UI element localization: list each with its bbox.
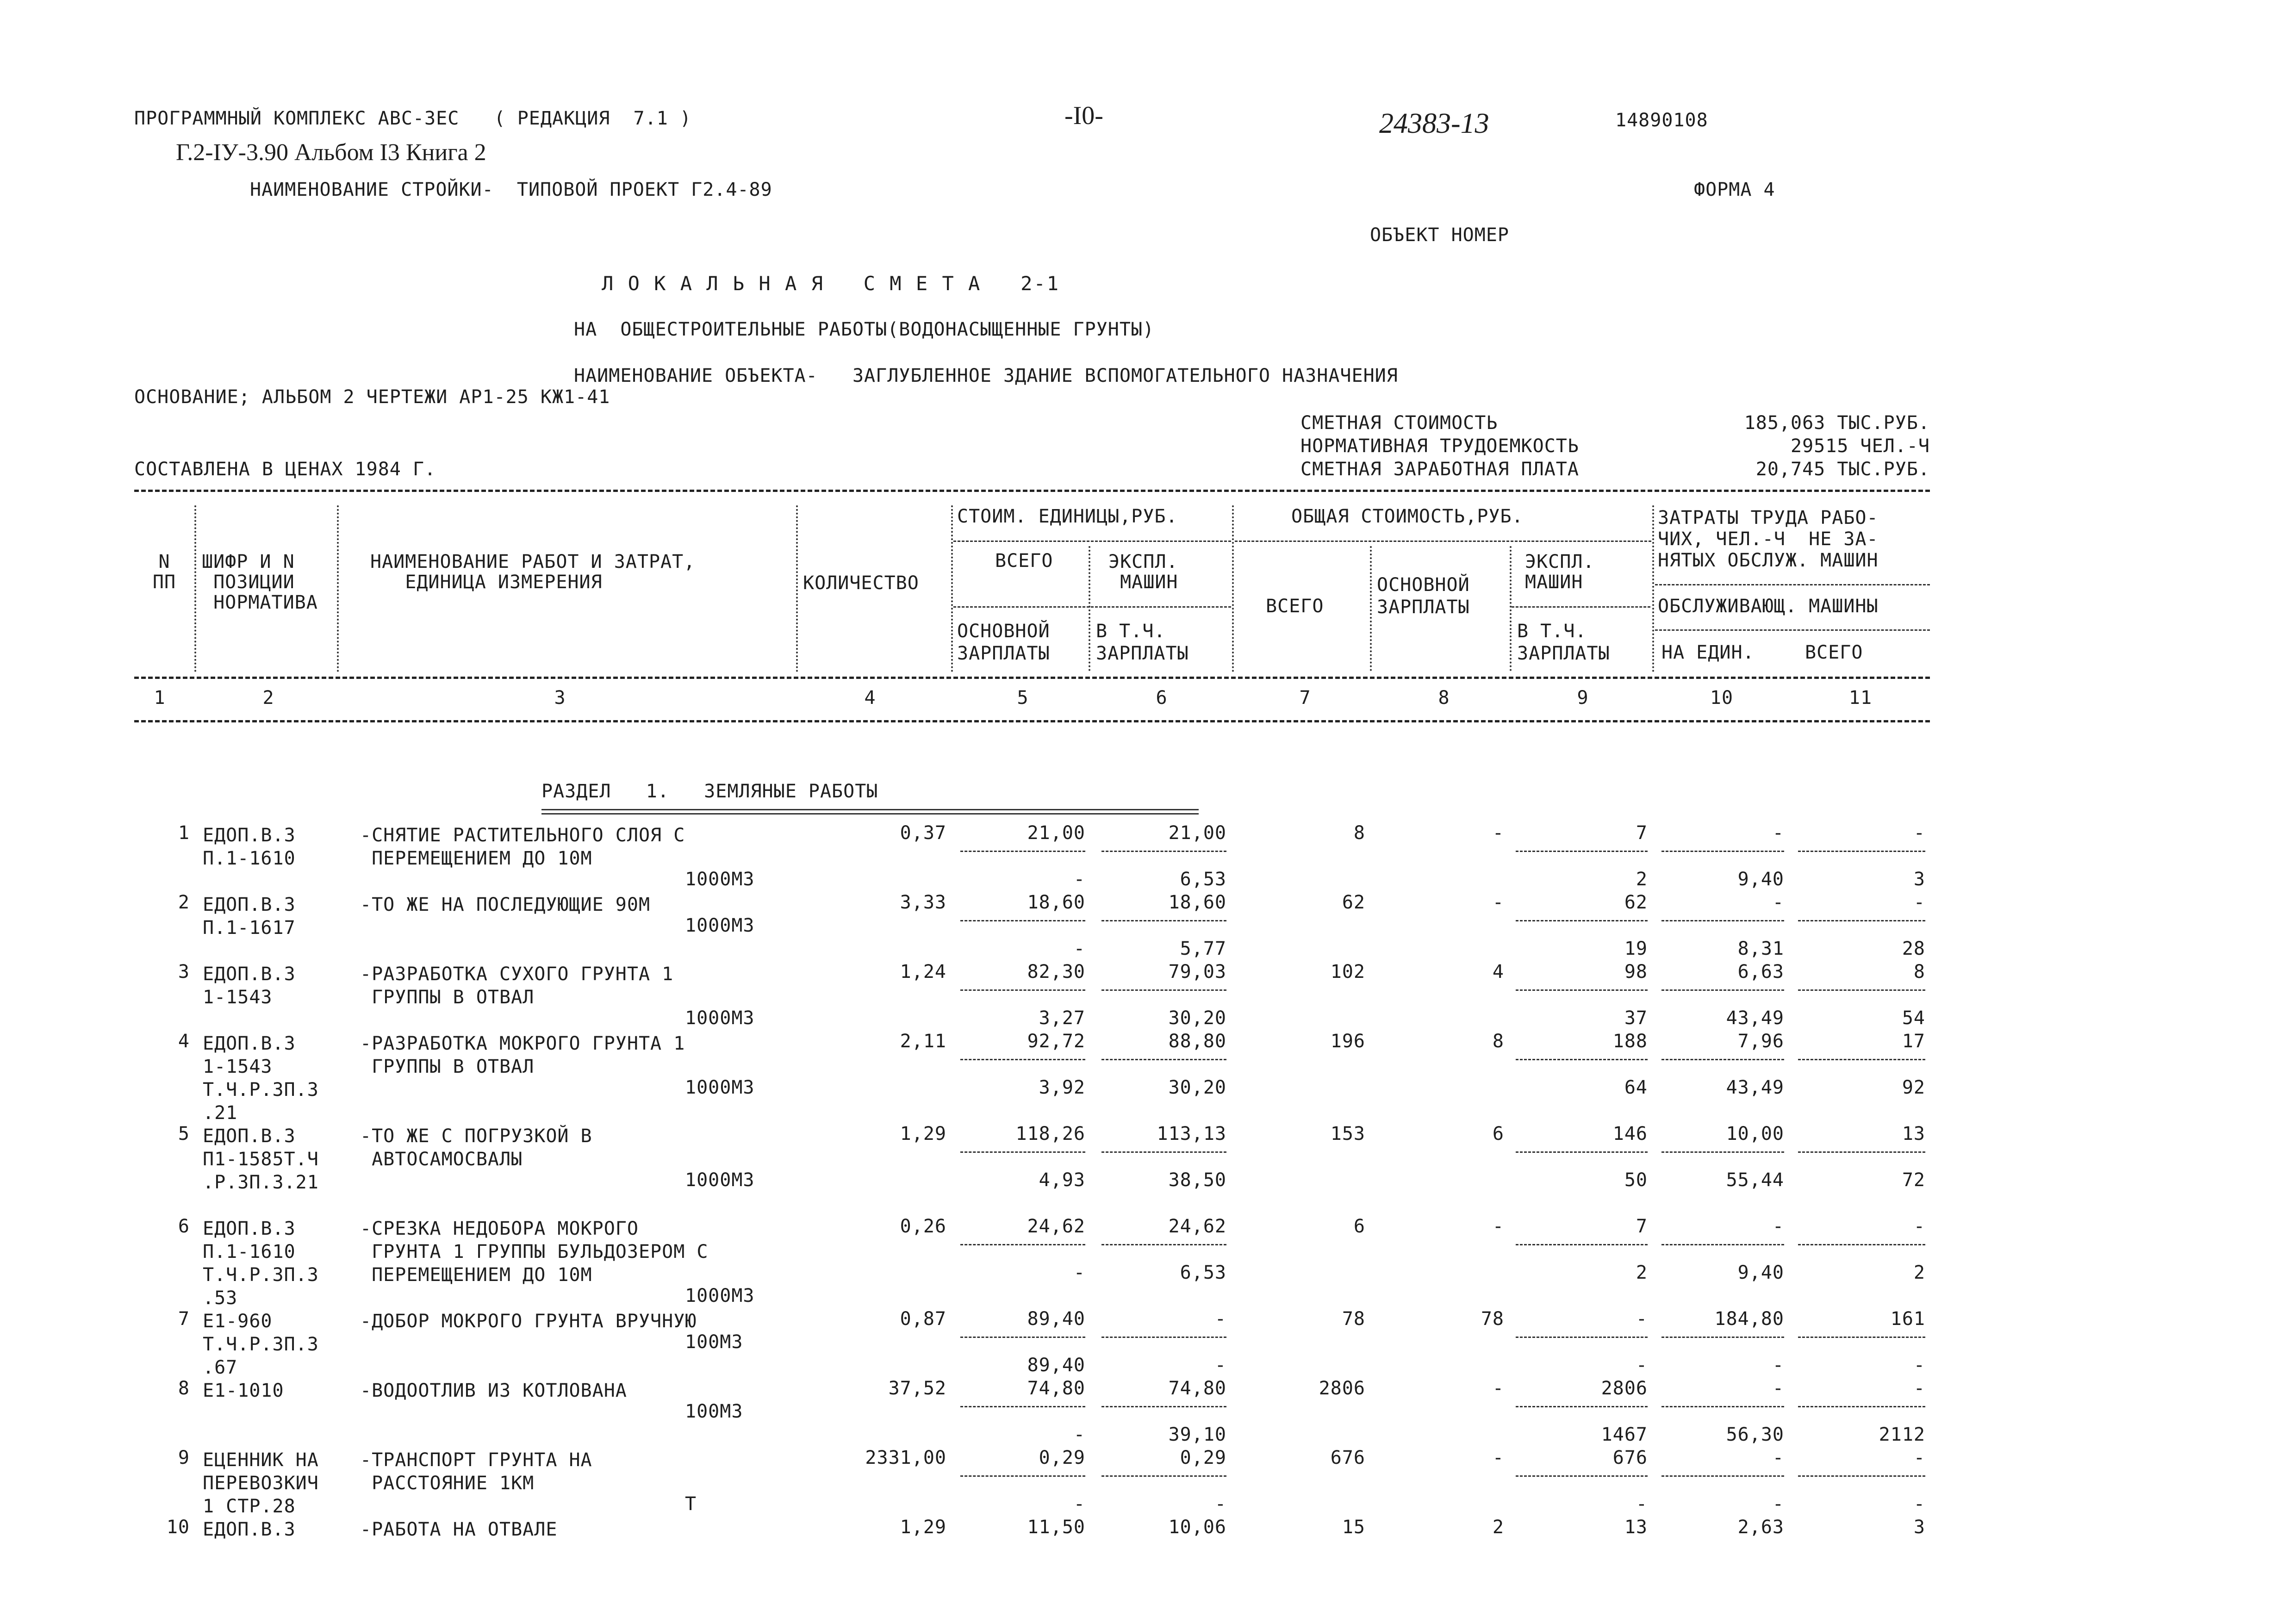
cell-labor-total: 3: [1913, 1517, 1925, 1538]
cell-separator: [960, 989, 1085, 991]
column-divider: [337, 505, 339, 672]
cell-total: 153: [1330, 1123, 1365, 1144]
cell-separator: [1101, 1151, 1226, 1153]
cell-total: 676: [1330, 1447, 1365, 1468]
cell-labor-unit: 2,63: [1737, 1517, 1784, 1538]
cell-labor-total: -: [1913, 1378, 1925, 1399]
cell-separator: [960, 1475, 1085, 1477]
column-number: 7: [1299, 687, 1311, 709]
cell-separator: [1661, 1059, 1784, 1060]
column-divider: [1232, 505, 1234, 672]
cell-total-machines: -: [1636, 1308, 1648, 1330]
cell-separator: [1101, 1244, 1226, 1245]
row-quantity: 2331,00: [865, 1447, 946, 1468]
row-name: -ТРАНСПОРТ ГРУНТА НА РАССТОЯНИЕ 1КМ: [360, 1449, 592, 1494]
row-number: 3: [178, 961, 190, 983]
cell-separator: [1661, 920, 1784, 921]
row-quantity: 0,37: [900, 822, 946, 844]
cell-unit-wages: 3,92: [1039, 1077, 1085, 1098]
cell-unit-wages: -: [1073, 869, 1085, 890]
header-col-3: НАИМЕНОВАНИЕ РАБОТ И ЗАТРАТ, ЕДИНИЦА ИЗМЕРЕНИЯ: [370, 551, 696, 593]
row-number: 4: [178, 1031, 190, 1052]
row-code: ЕДОП.В.3 П.1-1610 Т.Ч.Р.3П.3 .53: [203, 1218, 319, 1309]
cell-total-machines: 7: [1636, 1216, 1648, 1237]
cell-machine-wages: 2: [1636, 1262, 1648, 1283]
cell-separator: [1516, 1406, 1648, 1407]
cell-unit-machine-wages: 38,50: [1168, 1169, 1226, 1191]
row-name: -СНЯТИЕ РАСТИТЕЛЬНОГО СЛОЯ С ПЕРЕМЕЩЕНИЕМ ДО 10М: [360, 825, 685, 869]
column-number: 5: [1017, 687, 1029, 709]
row-quantity: 1,24: [900, 961, 946, 983]
column-divider: [1370, 546, 1372, 671]
cell-machine-wages: 19: [1624, 938, 1648, 959]
cell-labor-unit: -: [1772, 1447, 1784, 1468]
cell-separator: [1661, 1406, 1784, 1407]
cell-unit-machine-wages: 30,20: [1168, 1007, 1226, 1029]
cell-machine-wages: 2: [1636, 869, 1648, 890]
cell-labor-machines-unit: -: [1772, 1355, 1784, 1376]
cell-labor-total: -: [1913, 892, 1925, 913]
cell-labor-unit: 7,96: [1737, 1031, 1784, 1052]
cell-separator: [1798, 989, 1925, 991]
cell-separator: [1101, 920, 1226, 921]
row-unit: 1000М3: [685, 869, 755, 890]
cell-separator: [960, 1244, 1085, 1245]
document-title: Л О К А Л Ь Н А Я С М Е Т А 2-1: [602, 272, 1060, 295]
cell-separator: [1661, 851, 1784, 852]
cell-unit-machines: 74,80: [1168, 1378, 1226, 1399]
cell-separator: [1516, 851, 1648, 852]
header-subrule: [953, 541, 1231, 542]
prices-line: СОСТАВЛЕНА В ЦЕНАХ 1984 Г.: [134, 459, 436, 480]
header-subrule: [1235, 541, 1651, 542]
cell-total-machines: 62: [1624, 892, 1648, 913]
cell-machine-wages: -: [1636, 1355, 1648, 1376]
row-code: ЕДОП.В.3: [203, 1519, 296, 1540]
column-divider: [1652, 505, 1654, 672]
cell-unit-total: 74,80: [1027, 1378, 1085, 1399]
header-subrule: [953, 606, 1231, 608]
cell-total-wages: -: [1492, 822, 1504, 844]
cell-unit-total: 89,40: [1027, 1308, 1085, 1330]
cell-separator: [1516, 1337, 1648, 1338]
header-group-unit-cost: СТОИМ. ЕДИНИЦЫ,РУБ.: [957, 506, 1178, 527]
summary-value: 29515 ЧЕЛ.-Ч: [1791, 435, 1930, 457]
cell-unit-total: 21,00: [1027, 822, 1085, 844]
cell-labor-machines-unit: 43,49: [1726, 1077, 1784, 1098]
cell-separator: [1101, 1337, 1226, 1338]
summary-label: СМЕТНАЯ СТОИМОСТЬ: [1300, 412, 1498, 434]
cell-total-machines: 188: [1612, 1031, 1648, 1052]
column-divider: [796, 505, 798, 672]
header-col-6b: В Т.Ч. ЗАРПЛАТЫ: [1096, 621, 1189, 664]
row-name: -СРЕЗКА НЕДОБОРА МОКРОГО ГРУНТА 1 ГРУППЫ БУЛЬДОЗЕРОМ С ПЕРЕМЕЩЕНИЕМ ДО 10М: [360, 1218, 709, 1286]
header-group-labor-machines: ОБСЛУЖИВАЮЩ. МАШИНЫ: [1658, 596, 1879, 617]
column-divider: [1089, 546, 1090, 671]
row-unit: 1000М3: [685, 1007, 755, 1029]
cell-separator: [1798, 1244, 1925, 1245]
cell-labor-machines-total: -: [1913, 1493, 1925, 1515]
header-subrule: [1512, 606, 1650, 608]
cell-labor-machines-unit: 8,31: [1737, 938, 1784, 959]
cell-total: 196: [1330, 1031, 1365, 1052]
cell-total-wages: -: [1492, 1447, 1504, 1468]
code-number: 14890108: [1615, 110, 1708, 131]
cell-total-machines: 13: [1624, 1517, 1648, 1538]
cell-unit-total: 0,29: [1039, 1447, 1085, 1468]
cell-unit-machine-wages: 39,10: [1168, 1424, 1226, 1445]
column-divider: [951, 505, 953, 672]
row-number: 5: [178, 1123, 190, 1144]
cell-unit-machine-wages: -: [1214, 1493, 1226, 1515]
cell-separator: [1516, 1244, 1648, 1245]
row-unit: 100М3: [685, 1331, 743, 1353]
cell-machine-wages: 37: [1624, 1007, 1648, 1029]
summary-label: СМЕТНАЯ ЗАРАБОТНАЯ ПЛАТА: [1300, 459, 1579, 480]
cell-labor-machines-total: 54: [1902, 1007, 1925, 1029]
row-quantity: 37,52: [888, 1378, 946, 1399]
cell-separator: [1516, 1151, 1648, 1153]
row-code: ЕДОП.В.3 П.1-1617: [203, 894, 296, 939]
cell-unit-machines: 79,03: [1168, 961, 1226, 983]
row-name: -ТО ЖЕ С ПОГРУЗКОЙ В АВТОСАМОСВАЛЫ: [360, 1126, 592, 1170]
row-name: -РАЗРАБОТКА МОКРОГО ГРУНТА 1 ГРУППЫ В ОТВАЛ: [360, 1033, 685, 1077]
row-number: 8: [178, 1378, 190, 1399]
row-number: 6: [178, 1216, 190, 1237]
header-subrule: [1655, 629, 1930, 631]
section-underline: [541, 809, 1199, 815]
row-number: 1: [178, 822, 190, 844]
cell-total-wages: 78: [1481, 1308, 1504, 1330]
cell-labor-machines-total: 28: [1902, 938, 1925, 959]
header-col-8: ОСНОВНОЙ ЗАРПЛАТЫ: [1377, 574, 1470, 618]
column-number: 1: [154, 687, 166, 709]
header-col-9b: В Т.Ч. ЗАРПЛАТЫ: [1517, 621, 1610, 664]
header-subrule: [1655, 584, 1930, 585]
cell-separator: [1798, 1337, 1925, 1338]
cell-total-wages: -: [1492, 1378, 1504, 1399]
cell-separator: [1516, 1059, 1648, 1060]
cell-unit-machines: 88,80: [1168, 1031, 1226, 1052]
cell-labor-machines-unit: -: [1772, 1493, 1784, 1515]
cell-unit-wages: -: [1073, 1493, 1085, 1515]
column-number: 11: [1848, 687, 1873, 709]
row-number: 7: [178, 1308, 190, 1330]
basis-line: ОСНОВАНИЕ; АЛЬБОМ 2 ЧЕРТЕЖИ АР1-25 КЖ1-41: [134, 386, 610, 408]
cell-separator: [1101, 1475, 1226, 1477]
cell-labor-machines-total: 72: [1902, 1169, 1925, 1191]
cell-total: 6: [1353, 1216, 1365, 1237]
row-unit: 100М3: [685, 1401, 743, 1422]
header-col-7: ВСЕГО: [1266, 596, 1324, 617]
cell-labor-machines-total: 3: [1913, 869, 1925, 890]
cell-machine-wages: 50: [1624, 1169, 1648, 1191]
cell-unit-wages: -: [1073, 1424, 1085, 1445]
column-number: 10: [1710, 687, 1734, 709]
row-unit: 1000М3: [685, 1285, 755, 1306]
cell-unit-machine-wages: 30,20: [1168, 1077, 1226, 1098]
form-label: ФОРМА 4: [1694, 179, 1775, 200]
row-name: -ВОДООТЛИВ ИЗ КОТЛОВАНА: [360, 1380, 627, 1401]
row-code: ЕЦЕННИК НА ПЕРЕВОЗКИЧ 1 СТР.28: [203, 1449, 319, 1517]
row-unit: 1000М3: [685, 915, 755, 936]
column-number: 4: [864, 687, 876, 709]
cell-labor-unit: 184,80: [1714, 1308, 1784, 1330]
cell-total-machines: 146: [1612, 1123, 1648, 1144]
header-col-6a: ЭКСПЛ. МАШИН: [1108, 551, 1178, 593]
cell-labor-unit: -: [1772, 1216, 1784, 1237]
cell-separator: [1798, 851, 1925, 852]
document-subtitle: НА ОБЩЕСТРОИТЕЛЬНЫЕ РАБОТЫ(ВОДОНАСЫЩЕННЫЕ ГРУНТЫ): [574, 319, 1155, 340]
cell-separator: [960, 1337, 1085, 1338]
cell-labor-machines-unit: 9,40: [1737, 869, 1784, 890]
cell-total: 8: [1353, 822, 1365, 844]
row-quantity: 0,87: [900, 1308, 946, 1330]
section-title: РАЗДЕЛ 1. ЗЕМЛЯНЫЕ РАБОТЫ: [541, 781, 878, 802]
cell-total-wages: -: [1492, 1216, 1504, 1237]
header-col-5b: ОСНОВНОЙ ЗАРПЛАТЫ: [957, 621, 1050, 664]
cell-labor-total: 17: [1902, 1031, 1925, 1052]
rule-header-bottom: [134, 677, 1930, 679]
cell-unit-machines: 113,13: [1157, 1123, 1226, 1144]
column-number: 3: [554, 687, 566, 709]
row-code: Е1-960 Т.Ч.Р.3П.3 .67: [203, 1311, 319, 1378]
summary-value: 20,745 ТЫС.РУБ.: [1755, 459, 1930, 480]
row-quantity: 1,29: [900, 1123, 946, 1144]
cell-labor-unit: -: [1772, 822, 1784, 844]
column-number: 9: [1577, 687, 1589, 709]
cell-separator: [1516, 989, 1648, 991]
cell-total-wages: 6: [1492, 1123, 1504, 1144]
cell-unit-wages: 4,93: [1039, 1169, 1085, 1191]
program-line: ПРОГРАММНЫЙ КОМПЛЕКС АВС-3ЕС ( РЕДАКЦИЯ 7.1 ): [134, 108, 691, 129]
cell-separator: [960, 1406, 1085, 1407]
column-divider: [1510, 546, 1512, 671]
cell-total-machines: 2806: [1601, 1378, 1648, 1399]
cell-labor-machines-total: 2112: [1879, 1424, 1925, 1445]
cell-unit-total: 92,72: [1027, 1031, 1085, 1052]
cell-unit-total: 11,50: [1027, 1517, 1085, 1538]
header-col-10: НА ЕДИН.: [1661, 642, 1755, 663]
cell-total: 2806: [1319, 1378, 1365, 1399]
cell-labor-machines-unit: 43,49: [1726, 1007, 1784, 1029]
cell-unit-machines: 10,06: [1168, 1517, 1226, 1538]
row-quantity: 2,11: [900, 1031, 946, 1052]
cell-machine-wages: 1467: [1601, 1424, 1648, 1445]
row-code: ЕДОП.В.3 1-1543: [203, 964, 296, 1008]
cell-labor-unit: -: [1772, 892, 1784, 913]
cell-machine-wages: -: [1636, 1493, 1648, 1515]
row-unit: 1000М3: [685, 1077, 755, 1098]
column-number: 8: [1438, 687, 1450, 709]
cell-labor-total: -: [1913, 1216, 1925, 1237]
cell-labor-total: 13: [1902, 1123, 1925, 1144]
construction-name: НАИМЕНОВАНИЕ СТРОЙКИ- ТИПОВОЙ ПРОЕКТ Г2.4-89: [250, 179, 772, 200]
cell-separator: [960, 1059, 1085, 1060]
cell-separator: [1516, 1475, 1648, 1477]
row-code: ЕДОП.В.3 1-1543 Т.Ч.Р.3П.3 .21: [203, 1033, 319, 1124]
cell-unit-machines: 21,00: [1168, 822, 1226, 844]
cell-labor-machines-total: -: [1913, 1355, 1925, 1376]
cell-separator: [960, 1151, 1085, 1153]
cell-labor-unit: -: [1772, 1378, 1784, 1399]
cell-total: 102: [1330, 961, 1365, 983]
header-group-labor: ЗАТРАТЫ ТРУДА РАБО- ЧИХ, ЧЕЛ.-Ч НЕ ЗА- НЯТЫХ ОБСЛУЖ. МАШИН: [1658, 507, 1879, 571]
rule-numbers-bottom: [134, 720, 1930, 722]
cell-labor-total: -: [1913, 822, 1925, 844]
cell-unit-wages: -: [1073, 938, 1085, 959]
cell-unit-machines: 0,29: [1180, 1447, 1226, 1468]
row-code: ЕДОП.В.3 П1-1585Т.Ч .Р.3П.3.21: [203, 1126, 319, 1193]
row-unit: 1000М3: [685, 1169, 755, 1191]
cell-total: 78: [1342, 1308, 1365, 1330]
cell-separator: [1798, 920, 1925, 921]
summary-value: 185,063 ТЫС.РУБ.: [1744, 412, 1930, 434]
cell-unit-machine-wages: 6,53: [1180, 1262, 1226, 1283]
header-col-1: N ПП: [152, 551, 176, 593]
cell-separator: [1101, 989, 1226, 991]
cell-total: 62: [1342, 892, 1365, 913]
cell-unit-total: 118,26: [1015, 1123, 1085, 1144]
cell-labor-machines-unit: 9,40: [1737, 1262, 1784, 1283]
row-quantity: 0,26: [900, 1216, 946, 1237]
row-name: -ТО ЖЕ НА ПОСЛЕДУЮЩИЕ 90М: [360, 894, 651, 915]
cell-labor-total: 161: [1890, 1308, 1925, 1330]
cell-machine-wages: 64: [1624, 1077, 1648, 1098]
cell-separator: [1516, 920, 1648, 921]
cell-total: 15: [1342, 1517, 1365, 1538]
cell-total-wages: -: [1492, 892, 1504, 913]
cell-separator: [1101, 1059, 1226, 1060]
cell-labor-machines-total: 2: [1913, 1262, 1925, 1283]
cell-unit-total: 24,62: [1027, 1216, 1085, 1237]
row-unit: Т: [685, 1493, 697, 1515]
cell-total-machines: 7: [1636, 822, 1648, 844]
cell-labor-machines-unit: 56,30: [1726, 1424, 1784, 1445]
cell-unit-wages: -: [1073, 1262, 1085, 1283]
cell-labor-machines-total: 92: [1902, 1077, 1925, 1098]
cell-separator: [1661, 989, 1784, 991]
header-col-5a: ВСЕГО: [995, 550, 1053, 572]
cell-total-machines: 676: [1612, 1447, 1648, 1468]
object-number-label: ОБЪЕКТ НОМЕР: [1370, 224, 1509, 246]
cell-labor-machines-unit: 55,44: [1726, 1169, 1784, 1191]
header-group-total-cost: ОБЩАЯ СТОИМОСТЬ,РУБ.: [1291, 506, 1524, 527]
cell-separator: [1661, 1475, 1784, 1477]
cell-total-wages: 8: [1492, 1031, 1504, 1052]
summary-label: НОРМАТИВНАЯ ТРУДОЕМКОСТЬ: [1300, 435, 1579, 457]
header-col-2: ШИФР И N ПОЗИЦИИ НОРМАТИВА: [202, 551, 318, 613]
row-name: -ДОБОР МОКРОГО ГРУНТА ВРУЧНУЮ: [360, 1311, 697, 1332]
page-number: -I0-: [1064, 101, 1103, 130]
cell-unit-machine-wages: -: [1214, 1355, 1226, 1376]
cell-separator: [1661, 1151, 1784, 1153]
row-code: Е1-1010: [203, 1380, 284, 1401]
cell-unit-wages: 89,40: [1027, 1355, 1085, 1376]
cell-separator: [1798, 1059, 1925, 1060]
cell-separator: [1101, 851, 1226, 852]
object-name: НАИМЕНОВАНИЕ ОБЪЕКТА- ЗАГЛУБЛЕННОЕ ЗДАНИЕ ВСПОМОГАТЕЛЬНОГО НАЗНАЧЕНИЯ: [574, 365, 1398, 386]
cell-unit-machines: 24,62: [1168, 1216, 1226, 1237]
cell-separator: [960, 851, 1085, 852]
album-reference: Г.2-IУ-3.90 Альбом I3 Книга 2: [176, 139, 486, 166]
cell-labor-unit: 10,00: [1726, 1123, 1784, 1144]
row-number: 2: [178, 892, 190, 913]
cell-total-wages: 4: [1492, 961, 1504, 983]
cell-unit-wages: 3,27: [1039, 1007, 1085, 1029]
cell-total-machines: 98: [1624, 961, 1648, 983]
header-col-4: КОЛИЧЕСТВО: [803, 572, 919, 594]
cell-labor-total: 8: [1913, 961, 1925, 983]
cell-unit-machines: 18,60: [1168, 892, 1226, 913]
row-code: ЕДОП.В.3 П.1-1610: [203, 825, 296, 869]
cell-unit-total: 82,30: [1027, 961, 1085, 983]
row-number: 10: [166, 1517, 190, 1538]
cell-labor-total: -: [1913, 1447, 1925, 1468]
row-name: -РАЗРАБОТКА СУХОГО ГРУНТА 1 ГРУППЫ В ОТВАЛ: [360, 964, 674, 1008]
row-quantity: 3,33: [900, 892, 946, 913]
cell-separator: [1798, 1406, 1925, 1407]
cell-unit-machine-wages: 5,77: [1180, 938, 1226, 959]
column-number: 6: [1156, 687, 1168, 709]
header-col-9a: ЭКСПЛ. МАШИН: [1525, 551, 1595, 593]
cell-separator: [1661, 1244, 1784, 1245]
column-divider: [194, 505, 196, 672]
cell-total-wages: 2: [1492, 1517, 1504, 1538]
cell-separator: [1798, 1151, 1925, 1153]
header-col-11: ВСЕГО: [1805, 642, 1863, 663]
row-quantity: 1,29: [900, 1517, 946, 1538]
rule-top: [134, 490, 1930, 492]
cell-unit-total: 18,60: [1027, 892, 1085, 913]
cell-separator: [1798, 1475, 1925, 1477]
cell-labor-unit: 6,63: [1737, 961, 1784, 983]
cell-unit-machines: -: [1214, 1308, 1226, 1330]
cell-separator: [960, 920, 1085, 921]
cell-separator: [1101, 1406, 1226, 1407]
cell-unit-machine-wages: 6,53: [1180, 869, 1226, 890]
document-number: 24383-13: [1379, 108, 1489, 139]
cell-separator: [1661, 1337, 1784, 1338]
row-name: -РАБОТА НА ОТВАЛЕ: [360, 1519, 558, 1540]
row-number: 9: [178, 1447, 190, 1468]
column-number: 2: [262, 687, 274, 709]
